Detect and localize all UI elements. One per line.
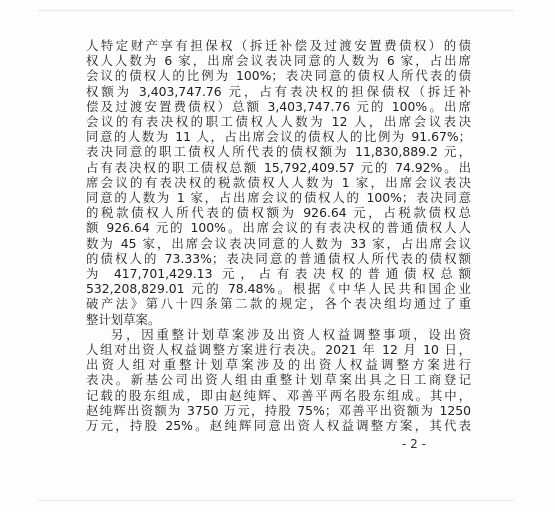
- text-line: 权额为 3,403,747.76 元，占有表决权的担保债权（拆迁补: [86, 83, 471, 99]
- text-line: 数为 45 家，出席会议表决同意的人数为 33 家，占出席会议: [86, 235, 471, 251]
- text-line: 额 926.64 元的 100%。出席会议的有表决权的普通债权人人: [86, 220, 471, 236]
- text-line: 赵纯辉出资额为 3750 万元，持股 75%；邓善平出资额为 1250: [86, 402, 471, 418]
- text-line: 表决同意的职工债权人所代表的债权额为 11,830,889.2 元，: [86, 144, 471, 160]
- text-line: 另，因重整计划草案涉及出资人权益调整事项，设出资: [111, 326, 471, 342]
- text-line: 同意的人数为 11 人，占出席会议的债权人的比例为 91.67%；: [86, 129, 471, 145]
- text-line: 出资人组对重整计划草案涉及的出资人权益调整方案进行: [86, 357, 471, 373]
- text-line: 万元，持股 25%。赵纯辉同意出资人权益调整方案，其代表: [86, 418, 471, 433]
- page-number: - 2 -: [402, 437, 426, 451]
- text-line: 占有表决权的职工债权总额 15,792,409.57 元的 74.92%。出: [86, 159, 471, 175]
- text-line: 整计划草案。: [86, 311, 161, 327]
- scan-border-bottom: [38, 500, 514, 501]
- text-line: 会议的债权人的比例为 100%；表决同意的债权人所代表的债: [86, 68, 471, 84]
- text-line: 表决。新基公司出资人组由重整计划草案出具之日工商登记: [86, 372, 471, 388]
- text-line: 为 417,701,429.13 元，占有表决权的普通债权总额: [86, 266, 471, 281]
- text-line: 席会议的有表决权的税款债权人人数为 1 家，出席会议表决: [86, 174, 471, 190]
- text-line: 偿及过渡安置费债权）总额 3,403,747.76 元的 100%。出席: [86, 98, 471, 114]
- text-line: 的税款债权人所代表的债权额为 926.64 元，占税款债权总: [86, 205, 471, 221]
- text-line: 人组对出资人权益调整方案进行表决。2021 年 12 月 10 日，: [86, 342, 471, 357]
- text-line: 权人人数为 6 家，出席会议表决同意的人数为 6 家，占出席: [86, 53, 471, 69]
- scan-border-top: [38, 10, 514, 11]
- text-line: 的债权人的 73.33%；表决同意的普通债权人所代表的债权额: [86, 250, 471, 266]
- text-line: 人特定财产享有担保权（拆迁补偿及过渡安置费债权）的债: [86, 38, 471, 53]
- text-line: 会议的有表决权的职工债权人人数为 12 人，出席会议表决: [86, 114, 471, 129]
- text-line: 记载的股东组成，即由赵纯辉、邓善平两名股东组成。其中，: [86, 387, 471, 403]
- text-line: 532,208,829.01 元的 78.48%。根据《中华人民共和国企业: [86, 281, 471, 297]
- text-line: 破产法》第八十四条第二款的规定，各个表决组均通过了重: [86, 296, 471, 312]
- text-line: 同意的人数为 1 家，占出席会议的债权人的 100%；表决同意: [86, 190, 471, 205]
